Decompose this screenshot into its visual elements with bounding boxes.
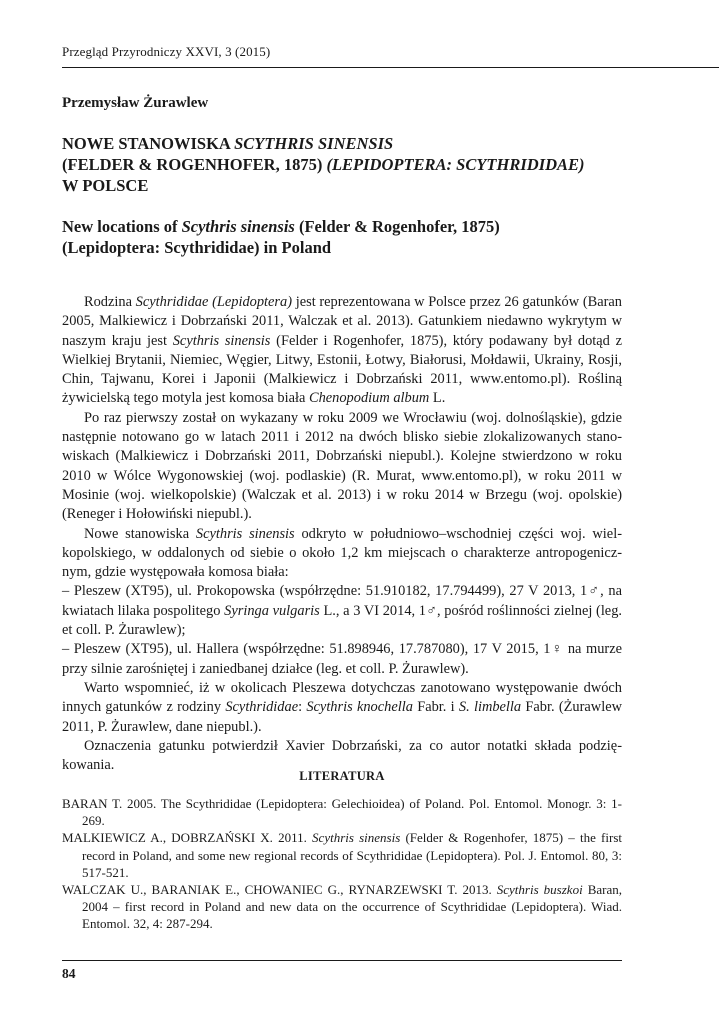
reference-2 xyxy=(62,829,622,881)
literature-heading: LITERATURA xyxy=(299,769,385,783)
paragraph-3 xyxy=(62,525,622,583)
footer-rule xyxy=(62,960,622,961)
ref3-rest: Baran, 2004 – first record in Poland and new data on the occurrence of Scythrididae (Lepidoptera). Wiad. Entomol. 32, 4: 287-294. xyxy=(82,882,623,932)
header-rule xyxy=(62,67,719,68)
ref2-rest: (Felder & Rogenhofer, 1875) – the first record in Poland, and some new regional records of Scythrididae (Lepidoptera). Pol. J. Entomol. 80, 3: 517-521. xyxy=(82,830,622,880)
title-en-line2: (Lepidoptera: Scythrididae) in Poland xyxy=(62,238,332,257)
author-name: Przemysław Żurawlew xyxy=(62,95,209,111)
page-number: 84 xyxy=(62,966,76,981)
title-en-authors: (Felder & Rogenhofer, 1875) xyxy=(294,217,500,236)
title-polish xyxy=(62,133,662,196)
p1-host-plant: Chenopodium album xyxy=(308,390,430,407)
journal-header: Przegląd Przyrodniczy XXVI, 3 (2015) xyxy=(62,44,271,59)
p1-family: Scythrididae (Lepidoptera) xyxy=(135,294,293,310)
p4-text-c: L., a 3 VI 2014, 1♂, pośród roślinności zielnej (leg. et coll. P. Żurawlew); xyxy=(62,602,622,639)
title-pl-line3: W POLSCE xyxy=(62,176,149,195)
p6-family: Scythrididae xyxy=(225,699,299,716)
article-body xyxy=(62,293,622,775)
reference-3 xyxy=(62,881,622,933)
paragraph-locality-1 xyxy=(62,582,622,640)
title-en-species: Scythris sinensis xyxy=(181,217,295,236)
p6-species-2: S. limbella xyxy=(458,699,522,716)
paragraph-1 xyxy=(62,293,622,409)
ref2-authors: MALKIEWICZ A., DOBRZAŃSKI X. 2011. xyxy=(62,830,313,846)
p6-text-e: Fabr. i xyxy=(412,699,459,716)
title-pl-line2-text: (FELDER & ROGENHOFER, 1875) xyxy=(62,155,327,174)
p3-text-a: Nowe stanowiska xyxy=(84,525,196,542)
reference-list xyxy=(62,795,622,933)
p6-text-a: Warto wspomnieć, iż w okolicach Pleszewa dotychczas zanotowano występowanie dwóch innych gatunków z rodziny xyxy=(62,679,622,716)
p1-text-g: L. xyxy=(429,390,446,407)
p4-plant: Syringa vulgaris xyxy=(224,602,320,619)
p3-species: Scythris sinensis xyxy=(195,525,295,542)
paragraph-6 xyxy=(62,679,622,737)
p4-text-a: – Pleszew (XT95), ul. Prokopowska (współrzędne: 51.910182, 17.794499), 27 V 2013, 1♂, na kwiatach lilaka pospolitego xyxy=(62,583,622,619)
p1-text-c: jest reprezentowana w Polsce przez 26 gatunków (Baran 2005, Malkiewicz i Dobrzański 2011, Walczak et al. 2013). Gatunkiem niedawno wykrytym w naszym kraju jest xyxy=(62,294,622,349)
ref3-authors: WALCZAK U., BARANIAK E., CHOWANIEC G., RYNARZEWSKI T. 2013. xyxy=(62,882,497,898)
p1-species: Scythris sinensis xyxy=(172,332,271,349)
paragraph-locality-2: – Pleszew (XT95), ul. Hallera (współrzędne: 51.898946, 17.787080), 17 V 2015, 1♀ na murze przy silnie zarośniętej i zaniedbanej działce (leg. et coll. P. Żurawlew). xyxy=(62,641,622,677)
p1-text-a: Rodzina xyxy=(84,294,136,310)
p6-species-1: Scythris knochella xyxy=(306,699,413,716)
title-pl-species: SCYTHRIS SINENSIS xyxy=(234,134,394,153)
title-pl-line1-text: NOWE STANOWISKA xyxy=(62,134,235,153)
paragraph-7: Oznaczenia gatunku potwierdził Xavier Dobrzański, za co autor notatki składa podziękowania. xyxy=(62,737,622,774)
ref2-species: Scythris sinensis xyxy=(312,830,401,846)
p6-text-g: Fabr. (Żurawlew 2011, P. Żurawlew, dane niepubl.). xyxy=(62,699,622,735)
paragraph-2: Po raz pierwszy został on wykazany w roku 2009 we Wrocławiu (woj. dolnośląskie), gdzie następnie notowano go w latach 2011 i 2012 na dwóch blisko siebie zlokalizowanych stanowiskach (Malkiewicz i Dobrzański 2011, Dobrzański niepubl.). Kolejne stwierdzono w roku 2010 w Wólce Wygonowskiej (woj. podlaskie) (R. Murat, www.entomo.pl), w roku 2011 w Mosinie (woj. wielkopolskie) (Walczak et al. 2013) i w roku 2014 w Brzegu (woj. opolskie) (Reneger i Hołowiński niepubl.). xyxy=(62,409,622,523)
reference-1: BARAN T. 2005. The Scythrididae (Lepidoptera: Gelechioidea) of Poland. Pol. Entomol. Monogr. 3: 1-269. xyxy=(62,796,622,829)
title-pl-taxon: (LEPIDOPTERA: SCYTHRIDIDAE) xyxy=(326,155,585,174)
p1-text-e: (Felder i Rogenhofer, 1875), który podawany był dotąd z Wielkiej Brytanii, Niemiec, Węgier, Litwy, Estonii, Łotwy, Białorusi, Mołdawii, Ukrainy, Rosji, Chin, Tajwanu, Korei i Japonii (Malkiewicz i Dobrzański 2011, www.entomo.pl). Rośliną żywicielską tego motyla jest komosa biała xyxy=(62,332,623,407)
p6-text-c: : xyxy=(298,699,307,716)
ref3-species: Scythris buszkoi xyxy=(496,882,583,898)
p3-text-c: odkryto w południowo–wschodniej części woj. wielkopolskiego, w oddalonych od siebie o około 1,2 km miejscach o charakterze antropogenicznym, gdzie występowała komosa biała: xyxy=(62,525,622,581)
title-english xyxy=(62,216,672,258)
title-en-line1-text: New locations of xyxy=(62,217,182,236)
